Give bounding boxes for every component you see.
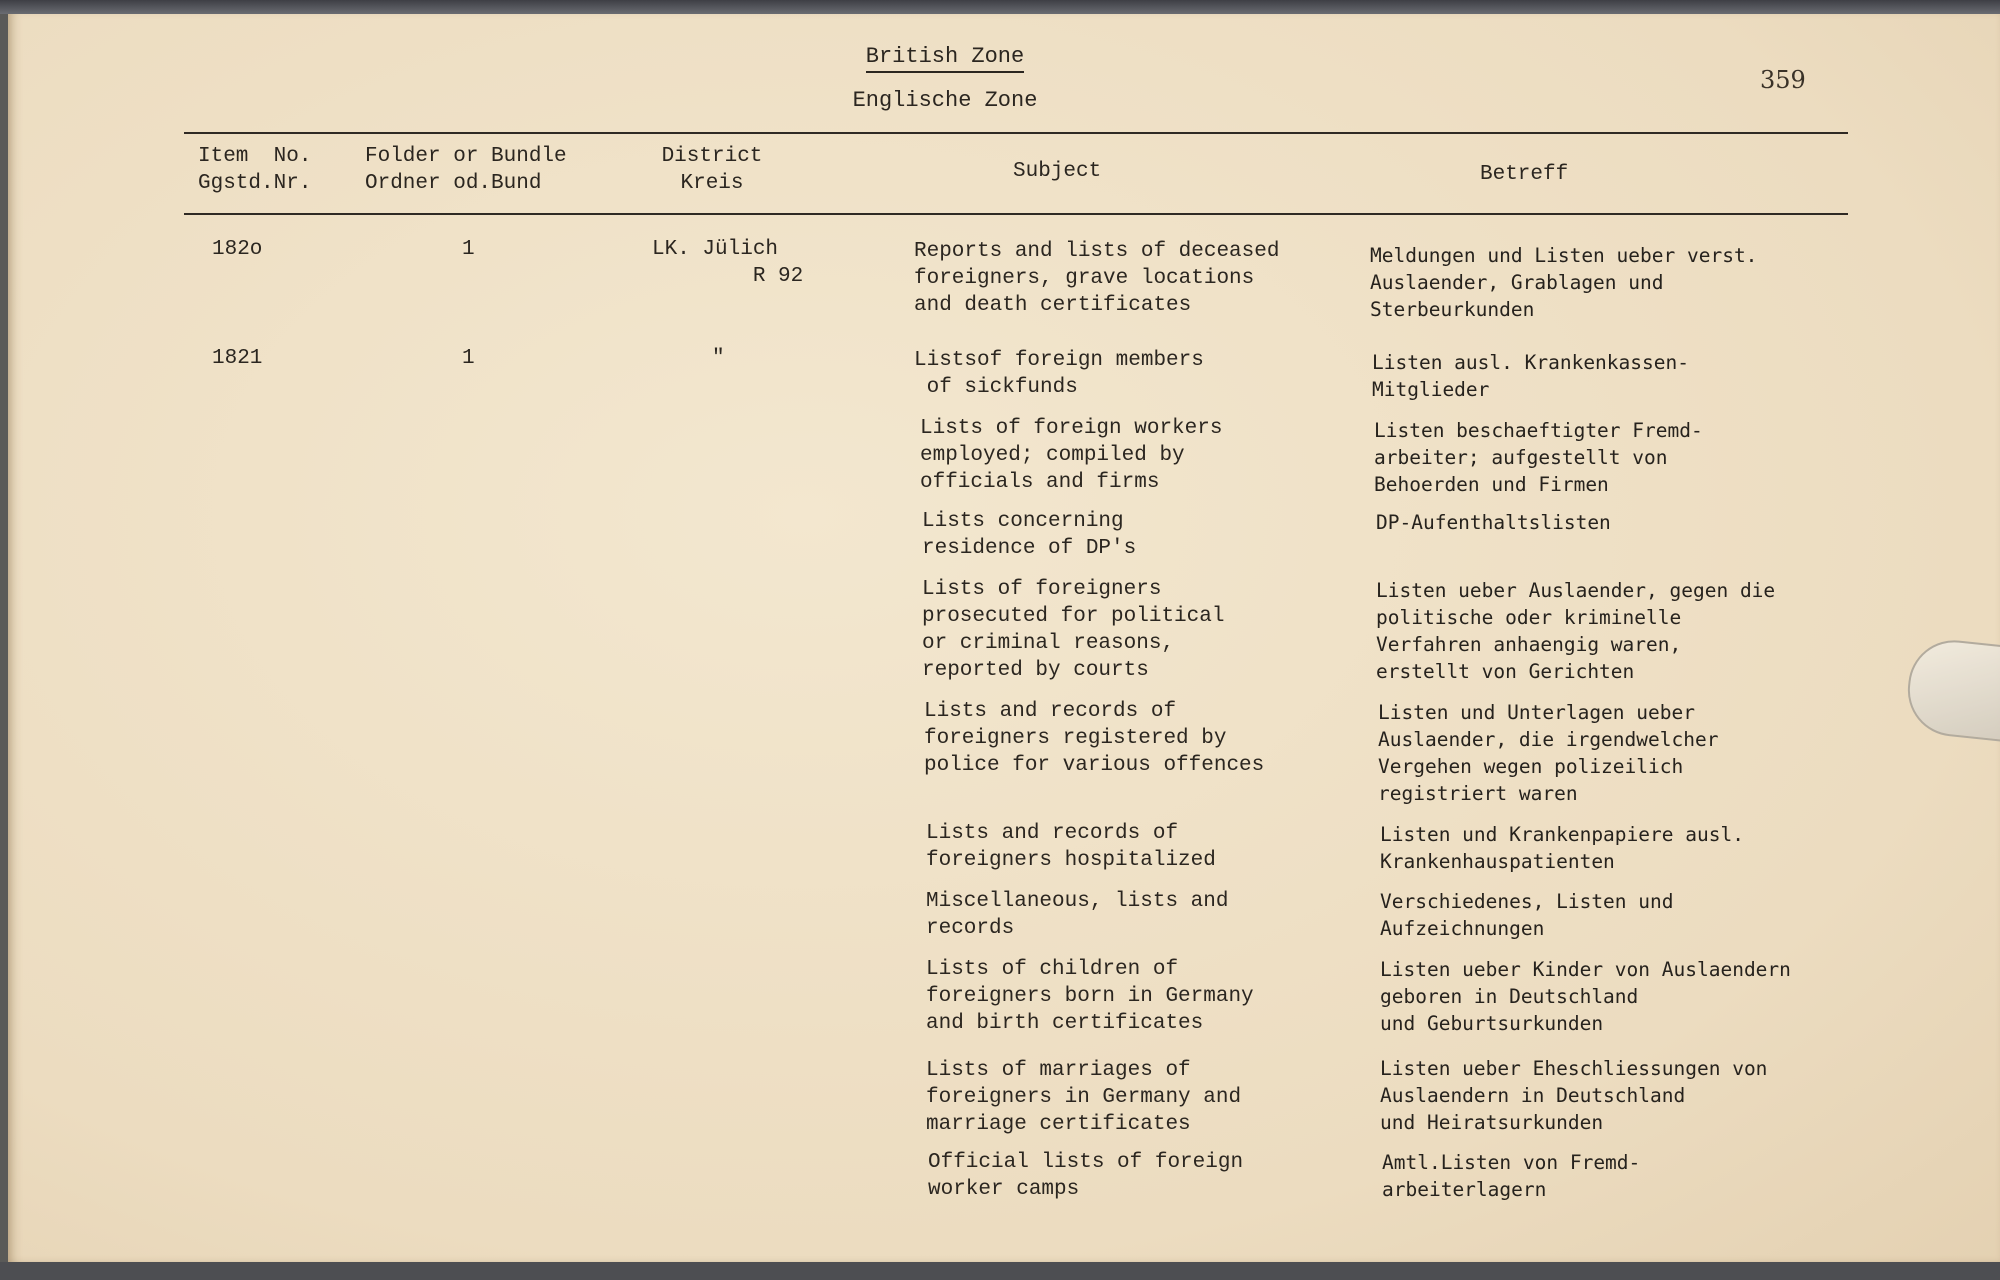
table-header-rule xyxy=(184,213,1848,215)
row-1821-item: 1821 xyxy=(212,347,263,370)
row-1821-betreff-3: DP-Aufenthaltslisten xyxy=(1376,511,1611,534)
row-1820-subject: Reports and lists of deceased foreigners, grave locations and death certificates xyxy=(914,240,1280,317)
row-1820-folder: 1 xyxy=(462,238,475,261)
row-1821-subject-5: Lists and records of foreigners registered by police for various offences xyxy=(924,700,1265,777)
row-1821-subject-10: Official lists of foreign worker camps xyxy=(928,1151,1244,1201)
col-header-subject: Subject xyxy=(1013,160,1102,183)
row-1821-subject-9: Lists of marriages of foreigners in Germany and marriage certificates xyxy=(926,1059,1242,1136)
page-number: 359 xyxy=(1760,66,1806,94)
row-1821-subject-6: Lists and records of foreigners hospitalized xyxy=(926,822,1216,872)
row-1821-district: " xyxy=(712,347,725,370)
row-1820-betreff: Meldungen und Listen ueber verst. Auslaender, Grablagen und Sterbeurkunden xyxy=(1370,244,1758,321)
row-1821-folder: 1 xyxy=(462,347,475,370)
zone-title: British Zone xyxy=(780,44,1110,69)
row-1821-betreff-10: Amtl.Listen von Fremd- arbeiterlagern xyxy=(1382,1151,1641,1201)
row-1821-subject-1: Listsof foreign members of sickfunds xyxy=(914,349,1204,399)
col-header-item: Item No. Ggstd.Nr. xyxy=(198,145,312,195)
row-1821-subject-8: Lists of children of foreigners born in Germany and birth certificates xyxy=(926,958,1254,1035)
scanner-bottom-edge xyxy=(0,1262,2000,1280)
row-1821-betreff-5: Listen und Unterlagen ueber Auslaender, die irgendwelcher Vergehen wegen polizeilich registriert waren xyxy=(1378,701,1719,805)
row-1821-subject-4: Lists of foreigners prosecuted for political or criminal reasons, reported by courts xyxy=(922,578,1225,682)
scanner-top-edge xyxy=(0,0,2000,14)
zone-subtitle: Englische Zone xyxy=(852,88,1038,113)
col-header-district: District Kreis xyxy=(661,145,763,195)
row-1821-subject-2: Lists of foreign workers employed; compiled by officials and firms xyxy=(920,417,1223,494)
row-1821-betreff-4: Listen ueber Auslaender, gegen die politische oder kriminelle Verfahren anhaengig waren, erstellt von Gerichten xyxy=(1376,579,1776,683)
table-top-rule xyxy=(184,132,1848,134)
col-header-folder: Folder or Bundle Ordner od.Bund xyxy=(365,145,567,195)
row-1820-item: 182o xyxy=(212,238,263,261)
row-1821-subject-7: Miscellaneous, lists and records xyxy=(926,890,1229,940)
row-1821-betreff-2: Listen beschaeftigter Fremd- arbeiter; aufgestellt von Behoerden und Firmen xyxy=(1374,419,1703,496)
row-1821-betreff-1: Listen ausl. Krankenkassen- Mitglieder xyxy=(1372,351,1689,401)
row-1821-betreff-9: Listen ueber Eheschliessungen von Auslaendern in Deutschland und Heiratsurkunden xyxy=(1380,1057,1768,1134)
row-1821-betreff-7: Verschiedenes, Listen und Aufzeichnungen xyxy=(1380,890,1674,940)
row-1821-betreff-6: Listen und Krankenpapiere ausl. Krankenhauspatienten xyxy=(1380,823,1744,873)
row-1821-subject-3: Lists concerning residence of DP's xyxy=(922,510,1137,560)
col-header-betreff: Betreff xyxy=(1480,163,1569,186)
row-1821-betreff-8: Listen ueber Kinder von Auslaendern geboren in Deutschland und Geburtsurkunden xyxy=(1380,958,1791,1035)
row-1820-district: LK. Jülich R 92 xyxy=(652,238,804,288)
